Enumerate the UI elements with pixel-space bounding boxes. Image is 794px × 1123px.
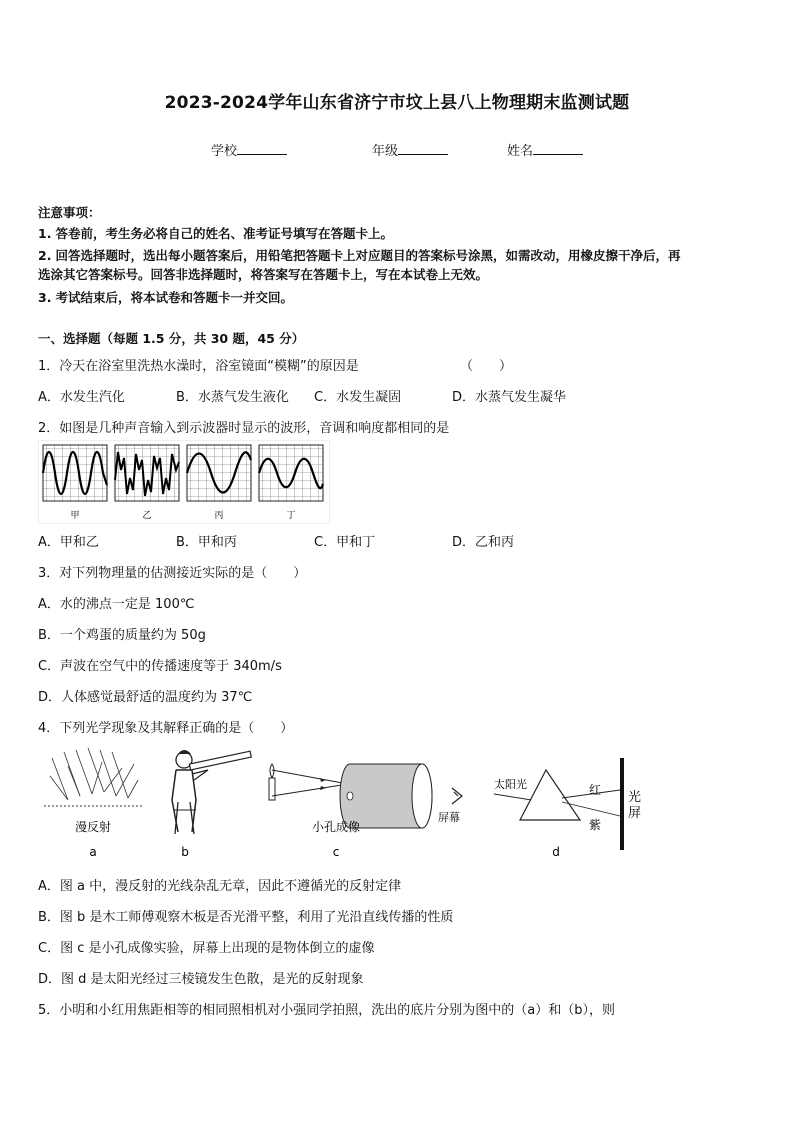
figure-d-prism — [494, 758, 641, 859]
q4-option-a: A．图 a 中，漫反射的光线杂乱无章，因此不遵循光的反射定律 — [38, 879, 402, 894]
question-1-stem: 1．冷天在浴室里洗热水澡时，浴室镜面“模糊”的原因是 — [38, 359, 359, 374]
question-4-stem: 4．下列光学现象及其解释正确的是（ ） — [38, 721, 294, 736]
figure-d-screen-label-1: 光 — [628, 790, 642, 805]
name-label: 姓名 — [507, 144, 534, 159]
school-field — [211, 140, 287, 159]
q2-option-a: A．甲和乙 — [38, 535, 99, 550]
figure-b-letter: b — [181, 845, 189, 859]
name-field — [507, 140, 583, 159]
waveform-label-bing: 丙 — [214, 511, 224, 521]
figure-c-caption: 小孔成像 — [311, 820, 361, 834]
q3-option-a: A．水的沸点一定是 100℃ — [38, 597, 195, 612]
q3-option-d: D．人体感觉最舒适的温度约为 37℃ — [38, 690, 253, 705]
figure-c-letter: c — [332, 845, 340, 859]
notice-item: 1. 答卷前，考生务必将自己的姓名、准考证号填写在答题卡上。 — [38, 226, 393, 241]
figure-b-carpenter — [172, 750, 251, 859]
waveform-label-ding: 丁 — [286, 511, 296, 521]
q4-option-b: B．图 b 是木工师傅观察木板是否光滑平整，利用了光沿直线传播的性质 — [38, 910, 454, 925]
question-3-stem: 3．对下列物理量的估测接近实际的是（ ） — [38, 566, 307, 581]
q2-option-c: C．甲和丁 — [314, 535, 376, 550]
figure-a-diffuse-reflection — [44, 748, 142, 859]
grade-blank — [398, 142, 448, 155]
waveform-jia — [43, 445, 107, 501]
figure-d-purple-label: 紫 — [589, 818, 602, 832]
figure-a-caption: 漫反射 — [74, 820, 112, 834]
notice-item: 2. 回答选择题时，选出每小题答案后，用铅笔把答题卡上对应题目的答案标号涂黑，如需改动，用橡皮擦干净后，再 — [38, 248, 681, 263]
name-blank — [533, 142, 583, 155]
notice-item: 3. 考试结束后，将本试卷和答题卡一并交回。 — [38, 290, 293, 305]
oscilloscope-waveforms-figure — [38, 440, 330, 524]
grade-field — [372, 140, 448, 159]
q3-option-b: B．一个鸡蛋的质量约为 50g — [38, 628, 206, 643]
figure-c-screen-label: 屏幕 — [438, 811, 460, 824]
figure-d-screen-label-2: 屏 — [628, 806, 642, 821]
waveform-ding — [259, 445, 323, 501]
optics-figures — [38, 740, 650, 862]
waveform-yi — [115, 445, 179, 501]
question-2-stem: 2．如图是几种声音输入到示波器时显示的波形，音调和响度都相同的是 — [38, 421, 450, 436]
q2-option-b: B．甲和丙 — [176, 535, 237, 550]
q4-option-c: C．图 c 是小孔成像实验，屏幕上出现的是物体倒立的虚像 — [38, 941, 375, 956]
question-1-paren: （ ） — [460, 359, 513, 374]
q1-option-a: A．水发生汽化 — [38, 390, 125, 405]
q4-option-d: D．图 d 是太阳光经过三棱镜发生色散，是光的反射现象 — [38, 972, 364, 987]
page-title: 2023-2024学年山东省济宁市坟上县八上物理期末监测试题 — [164, 93, 630, 113]
grade-label: 年级 — [372, 144, 399, 159]
q1-option-b: B．水蒸气发生液化 — [176, 390, 289, 405]
figure-d-sunlight-label: 太阳光 — [494, 778, 527, 791]
figure-d-letter: d — [552, 845, 560, 859]
section-heading: 一、选择题（每题 1.5 分，共 30 题，45 分） — [38, 331, 305, 346]
q1-option-d: D．水蒸气发生凝华 — [452, 390, 567, 405]
figure-a-letter: a — [89, 845, 97, 859]
q3-option-c: C．声波在空气中的传播速度等于 340m/s — [38, 659, 282, 674]
waveform-label-jia: 甲 — [70, 511, 80, 521]
figure-d-red-label: 红 — [589, 783, 602, 797]
notice-item: 选涂其它答案标号。回答非选择题时，将答案写在答题卡上，写在本试卷上无效。 — [38, 267, 489, 282]
school-label: 学校 — [211, 144, 238, 159]
q1-option-c: C．水发生凝固 — [314, 390, 402, 405]
figure-c-pinhole — [269, 764, 462, 859]
notice-heading: 注意事项： — [38, 205, 101, 220]
question-5-stem: 5．小明和小红用焦距相等的相同照相机对小强同学拍照，洗出的底片分别为图中的（a）和（b），则 — [38, 1003, 615, 1018]
waveform-bing — [187, 445, 251, 501]
school-blank — [237, 142, 287, 155]
waveform-label-yi: 乙 — [142, 511, 152, 521]
q2-option-d: D．乙和丙 — [452, 535, 515, 550]
